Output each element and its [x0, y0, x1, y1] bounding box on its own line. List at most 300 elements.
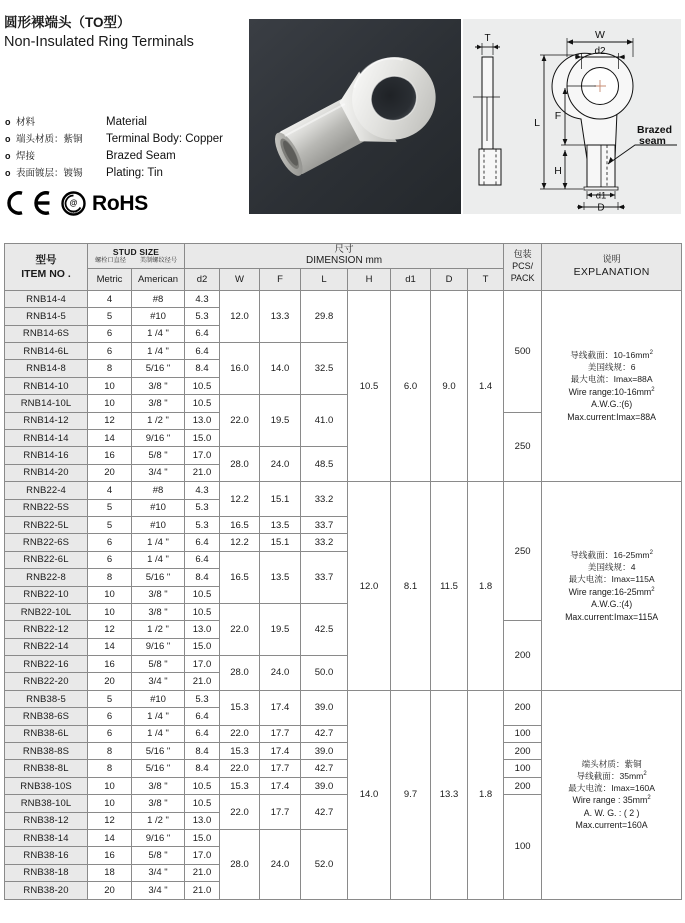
- cell-pcs-pack: 100: [504, 725, 542, 742]
- cell-metric: 20: [88, 464, 132, 481]
- col-l: L: [301, 268, 348, 290]
- cell-d2: 4.3: [185, 482, 220, 499]
- cell-d2: 6.4: [185, 725, 220, 742]
- cell-item-no: RNB22-10: [5, 586, 88, 603]
- cell-american: 1 /4 ": [132, 725, 185, 742]
- cell-metric: 4: [88, 482, 132, 499]
- cell-w: 28.0: [220, 830, 260, 900]
- cell-w: 22.0: [220, 760, 260, 777]
- explanation-line-cn: 导线截面：$35mm^2$: [576, 770, 647, 781]
- col-pack-cn: 包装: [513, 249, 532, 260]
- page-title-chinese: 圆形裸端头（TO型）: [4, 15, 131, 30]
- explanation-line-en: Max.current:Imax=88A: [567, 411, 656, 422]
- cell-metric: 6: [88, 534, 132, 551]
- label-d1: d1: [595, 190, 607, 202]
- cell-american: #8: [132, 482, 185, 499]
- col-pack-en2: PACK: [510, 272, 535, 283]
- cell-metric: 6: [88, 725, 132, 742]
- cell-l: 50.0: [301, 656, 348, 691]
- col-explanation-en: EXPLANATION: [573, 265, 650, 278]
- specification-table-wrapper: [4, 243, 681, 900]
- cell-item-no: RNB38-10S: [5, 777, 88, 794]
- cell-w: 12.2: [220, 482, 260, 517]
- label-H: H: [554, 165, 562, 177]
- cell-pcs-pack: 100: [504, 795, 542, 899]
- explanation-line-cn: 最大电流：Imax=115A: [568, 574, 655, 585]
- col-stud-size: [88, 244, 185, 269]
- cell-item-no: RNB22-5L: [5, 516, 88, 533]
- cell-w: 12.2: [220, 534, 260, 551]
- cell-metric: 14: [88, 830, 132, 847]
- col-item-no: [5, 244, 88, 291]
- cell-d2: 21.0: [185, 864, 220, 881]
- col-dimension-en: DIMENSION mm: [306, 255, 383, 267]
- cell-w: 22.0: [220, 603, 260, 655]
- cell-d2: 15.0: [185, 430, 220, 447]
- cell-metric: 16: [88, 656, 132, 673]
- cell-american: 3/8 ": [132, 777, 185, 794]
- col-h: H: [348, 268, 391, 290]
- cell-american: 3/8 ": [132, 395, 185, 412]
- cell-metric: 5: [88, 499, 132, 516]
- bullet-icon: o: [5, 168, 11, 178]
- cell-american: #10: [132, 308, 185, 325]
- cell-item-no: RNB22-10L: [5, 603, 88, 620]
- cell-l: 33.2: [301, 534, 348, 551]
- cell-f: 15.1: [260, 534, 301, 551]
- cell-d2: 21.0: [185, 464, 220, 481]
- cell-d2: 21.0: [185, 882, 220, 899]
- table-body: [5, 290, 682, 899]
- bullet-icon: o: [5, 151, 11, 161]
- cell-l: 42.7: [301, 725, 348, 742]
- cell-american: 3/4 ": [132, 464, 185, 481]
- cell-american: 3/8 ": [132, 795, 185, 812]
- cell-metric: 20: [88, 882, 132, 899]
- cell-american: 1 /4 ": [132, 343, 185, 360]
- ring-terminal-photo-illustration: [249, 19, 461, 214]
- cell-american: 9/16 ": [132, 830, 185, 847]
- cell-metric: 10: [88, 377, 132, 394]
- cell-w: 22.0: [220, 725, 260, 742]
- cell-american: 1 /4 ": [132, 325, 185, 342]
- explanation-line-en: A.W.G.:(4): [591, 599, 633, 610]
- cell-american: 5/8 ": [132, 847, 185, 864]
- cell-t: 1.8: [468, 690, 504, 899]
- col-explanation: [542, 244, 682, 291]
- cell-d2: 4.3: [185, 290, 220, 307]
- cell-d2: 8.4: [185, 569, 220, 586]
- cell-metric: 8: [88, 743, 132, 760]
- cell-item-no: RNB38-8S: [5, 743, 88, 760]
- cell-metric: 10: [88, 777, 132, 794]
- cell-metric: 6: [88, 708, 132, 725]
- cell-pcs-pack: 200: [504, 690, 542, 725]
- cell-d2: 17.0: [185, 656, 220, 673]
- explanation-line-en: Wire range : $35mm^2$: [572, 795, 651, 806]
- explanation-line-cn: 美国线规：6: [587, 362, 636, 373]
- cell-pcs-pack: 500: [504, 290, 542, 412]
- cell-t: 1.4: [468, 290, 504, 481]
- cell-d2: 10.5: [185, 395, 220, 412]
- cell-d2: 8.4: [185, 360, 220, 377]
- header-row-top: [5, 244, 682, 269]
- cell-metric: 5: [88, 516, 132, 533]
- label-brazed-seam-line2: seam: [639, 135, 666, 147]
- cell-d2: 6.4: [185, 325, 220, 342]
- cell-item-no: RNB38-10L: [5, 795, 88, 812]
- cell-american: 5/16 ": [132, 360, 185, 377]
- cell-american: 5/16 ": [132, 743, 185, 760]
- cell-d1: 9.7: [391, 690, 431, 899]
- cell-american: 9/16 ": [132, 430, 185, 447]
- col-metric: Metric: [88, 268, 132, 290]
- cell-american: 3/8 ": [132, 603, 185, 620]
- cell-f: 17.4: [260, 743, 301, 760]
- cell-d2: 10.5: [185, 777, 220, 794]
- cell-item-no: RNB14-6S: [5, 325, 88, 342]
- cell-d2: 17.0: [185, 447, 220, 464]
- cell-d2: 10.5: [185, 603, 220, 620]
- cell-metric: 12: [88, 621, 132, 638]
- cell-d: 9.0: [431, 290, 468, 481]
- cell-metric: 14: [88, 430, 132, 447]
- material-row: [5, 148, 250, 165]
- technical-drawing: [463, 19, 681, 214]
- label-brazed-seam-line1: Brazed: [637, 124, 673, 136]
- dimension-diagram: [463, 19, 681, 214]
- cell-d: 13.3: [431, 690, 468, 899]
- cell-w: 15.3: [220, 777, 260, 794]
- cell-f: 17.4: [260, 690, 301, 725]
- certification-marks: [3, 190, 148, 216]
- cell-metric: 5: [88, 308, 132, 325]
- cell-american: 5/16 ": [132, 760, 185, 777]
- cell-explanation: [542, 482, 682, 691]
- cell-item-no: RNB38-18: [5, 864, 88, 881]
- svg-text:@: @: [69, 198, 78, 207]
- cell-d2: 5.3: [185, 516, 220, 533]
- cell-item-no: RNB14-20: [5, 464, 88, 481]
- cell-metric: 8: [88, 360, 132, 377]
- cell-american: 3/4 ": [132, 673, 185, 690]
- cell-metric: 8: [88, 760, 132, 777]
- cell-item-no: RNB22-12: [5, 621, 88, 638]
- col-pcs-pack: [504, 244, 542, 291]
- col-dimension-group: [185, 244, 504, 269]
- cell-d2: 17.0: [185, 847, 220, 864]
- label-W: W: [595, 29, 605, 41]
- cell-american: 5/8 ": [132, 447, 185, 464]
- cell-d1: 8.1: [391, 482, 431, 691]
- cell-metric: 12: [88, 412, 132, 429]
- cell-w: 15.3: [220, 743, 260, 760]
- cell-f: 13.5: [260, 516, 301, 533]
- cell-t: 1.8: [468, 482, 504, 691]
- cell-metric: 10: [88, 795, 132, 812]
- cell-l: 48.5: [301, 447, 348, 482]
- cell-metric: 10: [88, 586, 132, 603]
- cell-h: 10.5: [348, 290, 391, 481]
- explanation-line-cn: 最大电流：Imax=160A: [568, 783, 655, 794]
- cell-l: 39.0: [301, 743, 348, 760]
- cell-l: 29.8: [301, 290, 348, 342]
- material-label-chinese: 材料: [16, 117, 36, 128]
- cell-d2: 15.0: [185, 638, 220, 655]
- cell-d2: 10.5: [185, 795, 220, 812]
- cell-l: 33.2: [301, 482, 348, 517]
- material-label-chinese: 端头材质：紫铜: [16, 134, 83, 145]
- cell-item-no: RNB14-10: [5, 377, 88, 394]
- cell-american: 3/8 ": [132, 377, 185, 394]
- cell-item-no: RNB38-14: [5, 830, 88, 847]
- cell-american: 1 /4 ": [132, 551, 185, 568]
- cell-f: 15.1: [260, 482, 301, 517]
- cell-item-no: RNB14-6L: [5, 343, 88, 360]
- cell-american: 9/16 ": [132, 638, 185, 655]
- label-D: D: [597, 202, 605, 214]
- cell-metric: 6: [88, 551, 132, 568]
- bullet-icon: o: [5, 134, 11, 144]
- explanation-line-en: Wire $range:10-16mm^2$: [568, 386, 655, 397]
- cell-d2: 15.0: [185, 830, 220, 847]
- cell-w: 22.0: [220, 795, 260, 830]
- cell-w: 22.0: [220, 395, 260, 447]
- material-label-english: Brazed Seam: [106, 150, 176, 162]
- cell-explanation: [542, 290, 682, 481]
- table-row[interactable]: [5, 482, 682, 499]
- col-f: F: [260, 268, 301, 290]
- col-explanation-cn: 说明: [602, 254, 621, 265]
- explanation-line-en: A.W.G.:(6): [591, 399, 633, 410]
- cell-metric: 10: [88, 603, 132, 620]
- col-t: T: [468, 268, 504, 290]
- cell-item-no: RNB22-20: [5, 673, 88, 690]
- cell-d2: 6.4: [185, 708, 220, 725]
- col-dimension-cn: 尺寸: [334, 244, 354, 255]
- col-american: American: [132, 268, 185, 290]
- col-d: D: [431, 268, 468, 290]
- product-photo: [249, 19, 461, 214]
- cell-l: 42.7: [301, 760, 348, 777]
- label-L: L: [534, 117, 540, 129]
- cell-item-no: RNB14-5: [5, 308, 88, 325]
- cell-item-no: RNB38-6S: [5, 708, 88, 725]
- cell-d2: 5.3: [185, 690, 220, 707]
- explanation-line-en: Max.current=160A: [575, 820, 648, 831]
- cell-pcs-pack: 100: [504, 760, 542, 777]
- cell-american: #10: [132, 516, 185, 533]
- cell-explanation: [542, 690, 682, 899]
- cell-d2: 8.4: [185, 743, 220, 760]
- explanation-line-cn: 导线截面：$16-25mm^2$: [570, 550, 653, 560]
- cell-metric: 4: [88, 290, 132, 307]
- explanation-line-cn: 美国线规：4: [587, 562, 636, 573]
- col-d1: d1: [391, 268, 431, 290]
- cell-item-no: RNB22-14: [5, 638, 88, 655]
- cell-metric: 10: [88, 395, 132, 412]
- cell-f: 17.7: [260, 725, 301, 742]
- col-pack-en1: PCS/: [512, 261, 534, 272]
- cell-d2: 10.5: [185, 586, 220, 603]
- cell-l: 39.0: [301, 777, 348, 794]
- cell-l: 32.5: [301, 343, 348, 395]
- cell-american: 3/4 ": [132, 882, 185, 899]
- material-row: [5, 165, 250, 182]
- cell-f: 14.0: [260, 343, 301, 395]
- cell-item-no: RNB14-4: [5, 290, 88, 307]
- cell-metric: 5: [88, 690, 132, 707]
- cell-american: 1 /4 ": [132, 708, 185, 725]
- cell-pcs-pack: 250: [504, 412, 542, 482]
- cell-american: 1 /2 ": [132, 621, 185, 638]
- cell-w: 15.3: [220, 690, 260, 725]
- cell-metric: 6: [88, 325, 132, 342]
- col-item-no-cn: 型号: [35, 253, 57, 266]
- cell-item-no: RNB14-12: [5, 412, 88, 429]
- table-row[interactable]: [5, 290, 682, 307]
- cell-item-no: RNB22-8: [5, 569, 88, 586]
- cell-l: 52.0: [301, 830, 348, 900]
- cell-f: 17.7: [260, 795, 301, 830]
- cell-l: 33.7: [301, 516, 348, 533]
- cell-w: 12.0: [220, 290, 260, 342]
- cell-item-no: RNB14-16: [5, 447, 88, 464]
- cell-american: 5/8 ": [132, 656, 185, 673]
- label-T: T: [484, 33, 491, 44]
- cell-item-no: RNB38-12: [5, 812, 88, 829]
- material-label-english: Material: [106, 116, 147, 128]
- cell-h: 12.0: [348, 482, 391, 691]
- cell-d2: 6.4: [185, 534, 220, 551]
- cell-item-no: RNB14-14: [5, 430, 88, 447]
- rohs-label: RoHS: [92, 191, 148, 215]
- cell-item-no: RNB22-4: [5, 482, 88, 499]
- cell-metric: 20: [88, 673, 132, 690]
- cell-d2: 13.0: [185, 812, 220, 829]
- explanation-line-en: Max.current:Imax=115A: [565, 611, 659, 622]
- cell-item-no: RNB22-16: [5, 656, 88, 673]
- cell-pcs-pack: 200: [504, 743, 542, 760]
- explanation-line-cn: 最大电流：Imax=88A: [570, 374, 653, 385]
- cell-f: 17.7: [260, 760, 301, 777]
- cell-d: 11.5: [431, 482, 468, 691]
- col-stud-sub-2: 美制螺纹径号: [139, 257, 178, 265]
- cell-american: 3/4 ": [132, 864, 185, 881]
- cell-w: 28.0: [220, 656, 260, 691]
- cell-l: 41.0: [301, 395, 348, 447]
- cell-d2: 5.3: [185, 308, 220, 325]
- cell-american: #10: [132, 690, 185, 707]
- cell-w: 16.0: [220, 343, 260, 395]
- cell-item-no: RNB38-20: [5, 882, 88, 899]
- explanation-line-en: A. W. G. : ( 2 ): [583, 807, 640, 818]
- cell-f: 24.0: [260, 447, 301, 482]
- cell-american: #8: [132, 290, 185, 307]
- cell-american: #10: [132, 499, 185, 516]
- page-title-english: Non-Insulated Ring Terminals: [4, 33, 194, 50]
- explanation-line-cn: 导线截面：$10-16mm^2$: [570, 350, 653, 360]
- cell-pcs-pack: 200: [504, 621, 542, 691]
- cell-w: 16.5: [220, 516, 260, 533]
- cell-d2: 5.3: [185, 499, 220, 516]
- table-head: [5, 244, 682, 291]
- cell-metric: 18: [88, 864, 132, 881]
- cell-d1: 6.0: [391, 290, 431, 481]
- cell-f: 17.4: [260, 777, 301, 794]
- cell-item-no: RNB22-6L: [5, 551, 88, 568]
- explanation-line-cn: 端头材质：紫铜: [581, 758, 642, 769]
- cell-american: 1 /4 ": [132, 534, 185, 551]
- cell-item-no: RNB14-8: [5, 360, 88, 377]
- material-row: [5, 131, 250, 148]
- material-label-english: Terminal Body: Copper: [106, 133, 223, 145]
- cell-pcs-pack: 200: [504, 777, 542, 794]
- cell-l: 42.5: [301, 603, 348, 655]
- cell-d2: 6.4: [185, 551, 220, 568]
- cell-item-no: RNB22-6S: [5, 534, 88, 551]
- material-label-english: Plating: Tin: [106, 167, 163, 179]
- material-label-chinese: 焊接: [16, 151, 36, 162]
- col-w: W: [220, 268, 260, 290]
- cell-item-no: RNB38-5: [5, 690, 88, 707]
- ce-mark-icon: [3, 190, 55, 216]
- cell-f: 24.0: [260, 830, 301, 900]
- cell-item-no: RNB38-8L: [5, 760, 88, 777]
- cell-l: 42.7: [301, 795, 348, 830]
- cell-d2: 10.5: [185, 377, 220, 394]
- col-d2: d2: [185, 268, 220, 290]
- specification-table: [4, 243, 682, 900]
- material-label-chinese: 表面镀层：镀锡: [16, 168, 83, 179]
- cell-metric: 14: [88, 638, 132, 655]
- cell-metric: 16: [88, 847, 132, 864]
- explanation-line-en: Wire $range:16-25mm^2$: [568, 586, 655, 597]
- cell-f: 24.0: [260, 656, 301, 691]
- title-block: [4, 14, 244, 52]
- cell-item-no: RNB38-6L: [5, 725, 88, 742]
- material-spec-list: [5, 114, 250, 182]
- table-row[interactable]: [5, 690, 682, 707]
- cell-american: 1 /2 ": [132, 412, 185, 429]
- rohs-badge-icon: [61, 191, 86, 216]
- cell-f: 13.3: [260, 290, 301, 342]
- rohs-badge-number: 365: [70, 208, 77, 214]
- col-item-no-en: ITEM NO .: [21, 267, 71, 280]
- cell-l: 33.7: [301, 551, 348, 603]
- cell-pcs-pack: 250: [504, 482, 542, 621]
- bullet-icon: o: [5, 117, 11, 127]
- col-stud-size-en: STUD SIZE: [112, 246, 160, 257]
- cell-metric: 8: [88, 569, 132, 586]
- cell-item-no: RNB38-16: [5, 847, 88, 864]
- cell-american: 5/16 ": [132, 569, 185, 586]
- label-d2: d2: [594, 46, 606, 57]
- cell-d2: 8.4: [185, 760, 220, 777]
- cell-metric: 12: [88, 812, 132, 829]
- col-stud-sub-1: 螺栓口直径: [94, 257, 126, 265]
- cell-w: 16.5: [220, 551, 260, 603]
- cell-d2: 13.0: [185, 412, 220, 429]
- cell-metric: 6: [88, 343, 132, 360]
- cell-f: 19.5: [260, 603, 301, 655]
- cell-w: 28.0: [220, 447, 260, 482]
- cell-item-no: RNB14-10L: [5, 395, 88, 412]
- cell-d2: 13.0: [185, 621, 220, 638]
- cell-h: 14.0: [348, 690, 391, 899]
- top-section: [0, 0, 685, 232]
- cell-f: 13.5: [260, 551, 301, 603]
